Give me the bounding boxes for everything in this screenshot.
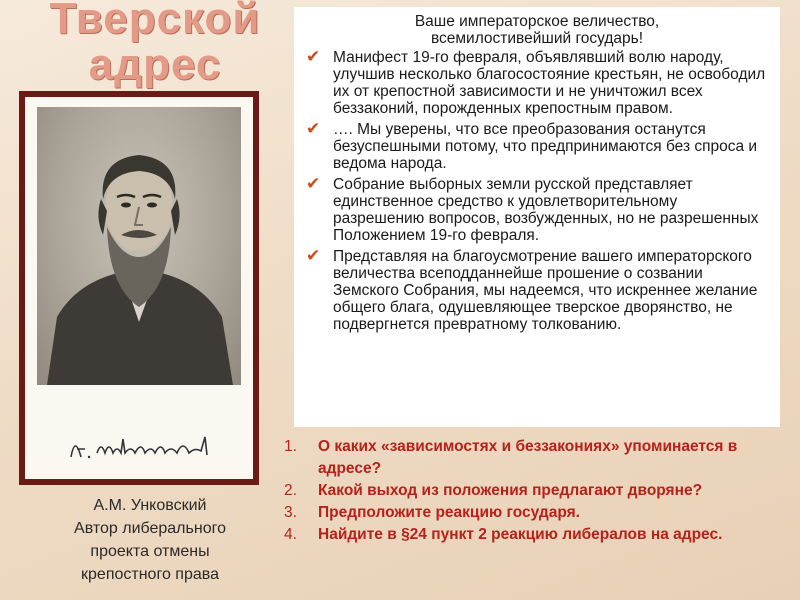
question-text: Какой выход из положения предлагают дворяне? <box>318 482 703 499</box>
caption-line-3: проекта отмены <box>90 543 210 560</box>
caption-line-4: крепостного права <box>81 566 219 583</box>
list-item <box>304 176 770 244</box>
signature-graphic <box>65 427 225 467</box>
portrait-photo <box>37 107 241 385</box>
list-item-text: Собрание выборных земли русской представляет единственное средство к удовлетворительному разрешению вопросов, возбужденных, но не разрешенных Положением 19-го февраля. <box>333 176 759 244</box>
question-number: 1. <box>284 438 297 455</box>
list-item-text: Манифест 19-го февраля, объявлявший волю народу, улучшив несколько благосостояние крестьян, не освободил их от крепостной зависимости и не уничтожил всех беззаконий, порожденных крепостным правом. <box>333 49 766 117</box>
question-item <box>280 502 780 524</box>
list-item <box>304 49 770 117</box>
checkmark-icon: ✔ <box>306 119 321 138</box>
question-text: Найдите в §24 пункт 2 реакцию либералов на адрес. <box>318 526 723 543</box>
title-line-1: Тверской <box>49 0 261 43</box>
question-text: О каких «зависимостях и беззакониях» упоминается в адресе? <box>318 438 738 477</box>
question-number: 4. <box>284 526 297 543</box>
salutation-line-1: Ваше императорское величество, <box>414 13 660 30</box>
portrait-caption <box>20 494 280 586</box>
caption-line-2: Автор либерального <box>74 520 226 537</box>
question-item <box>280 524 780 546</box>
list-item <box>304 248 770 333</box>
list-item-text: Представляя на благоусмотрение вашего императорского величества всеподданнейше прошение о созвании Земского Собрания, мы надеемся, что искреннее желание общего блага, одушевляющее тверское дворянство, не подвергнется превратному толкованию. <box>333 248 758 333</box>
list-item <box>304 121 770 172</box>
title-line-2: адрес <box>88 40 222 89</box>
address-bullet-list <box>304 49 770 333</box>
question-number: 2. <box>284 482 297 499</box>
question-text: Предположите реакцию государя. <box>318 504 580 521</box>
checkmark-icon: ✔ <box>306 47 321 66</box>
caption-line-1: А.М. Унковский <box>93 497 207 514</box>
question-item <box>280 436 780 480</box>
portrait-illustration <box>37 107 241 385</box>
portrait-frame <box>19 91 259 485</box>
question-item <box>280 480 780 502</box>
salutation-line-2: всемилостивейший государь! <box>430 30 644 47</box>
list-item-text: …. Мы уверены, что все преобразования останутся безуспешными потому, что предпринимаются без спроса и ведома народа. <box>333 121 758 172</box>
address-text-box <box>294 7 780 427</box>
question-list <box>280 436 780 546</box>
question-number: 3. <box>284 504 297 521</box>
checkmark-icon: ✔ <box>306 174 321 193</box>
slide-title <box>20 0 290 88</box>
address-salutation <box>304 13 770 47</box>
checkmark-icon: ✔ <box>306 246 321 265</box>
